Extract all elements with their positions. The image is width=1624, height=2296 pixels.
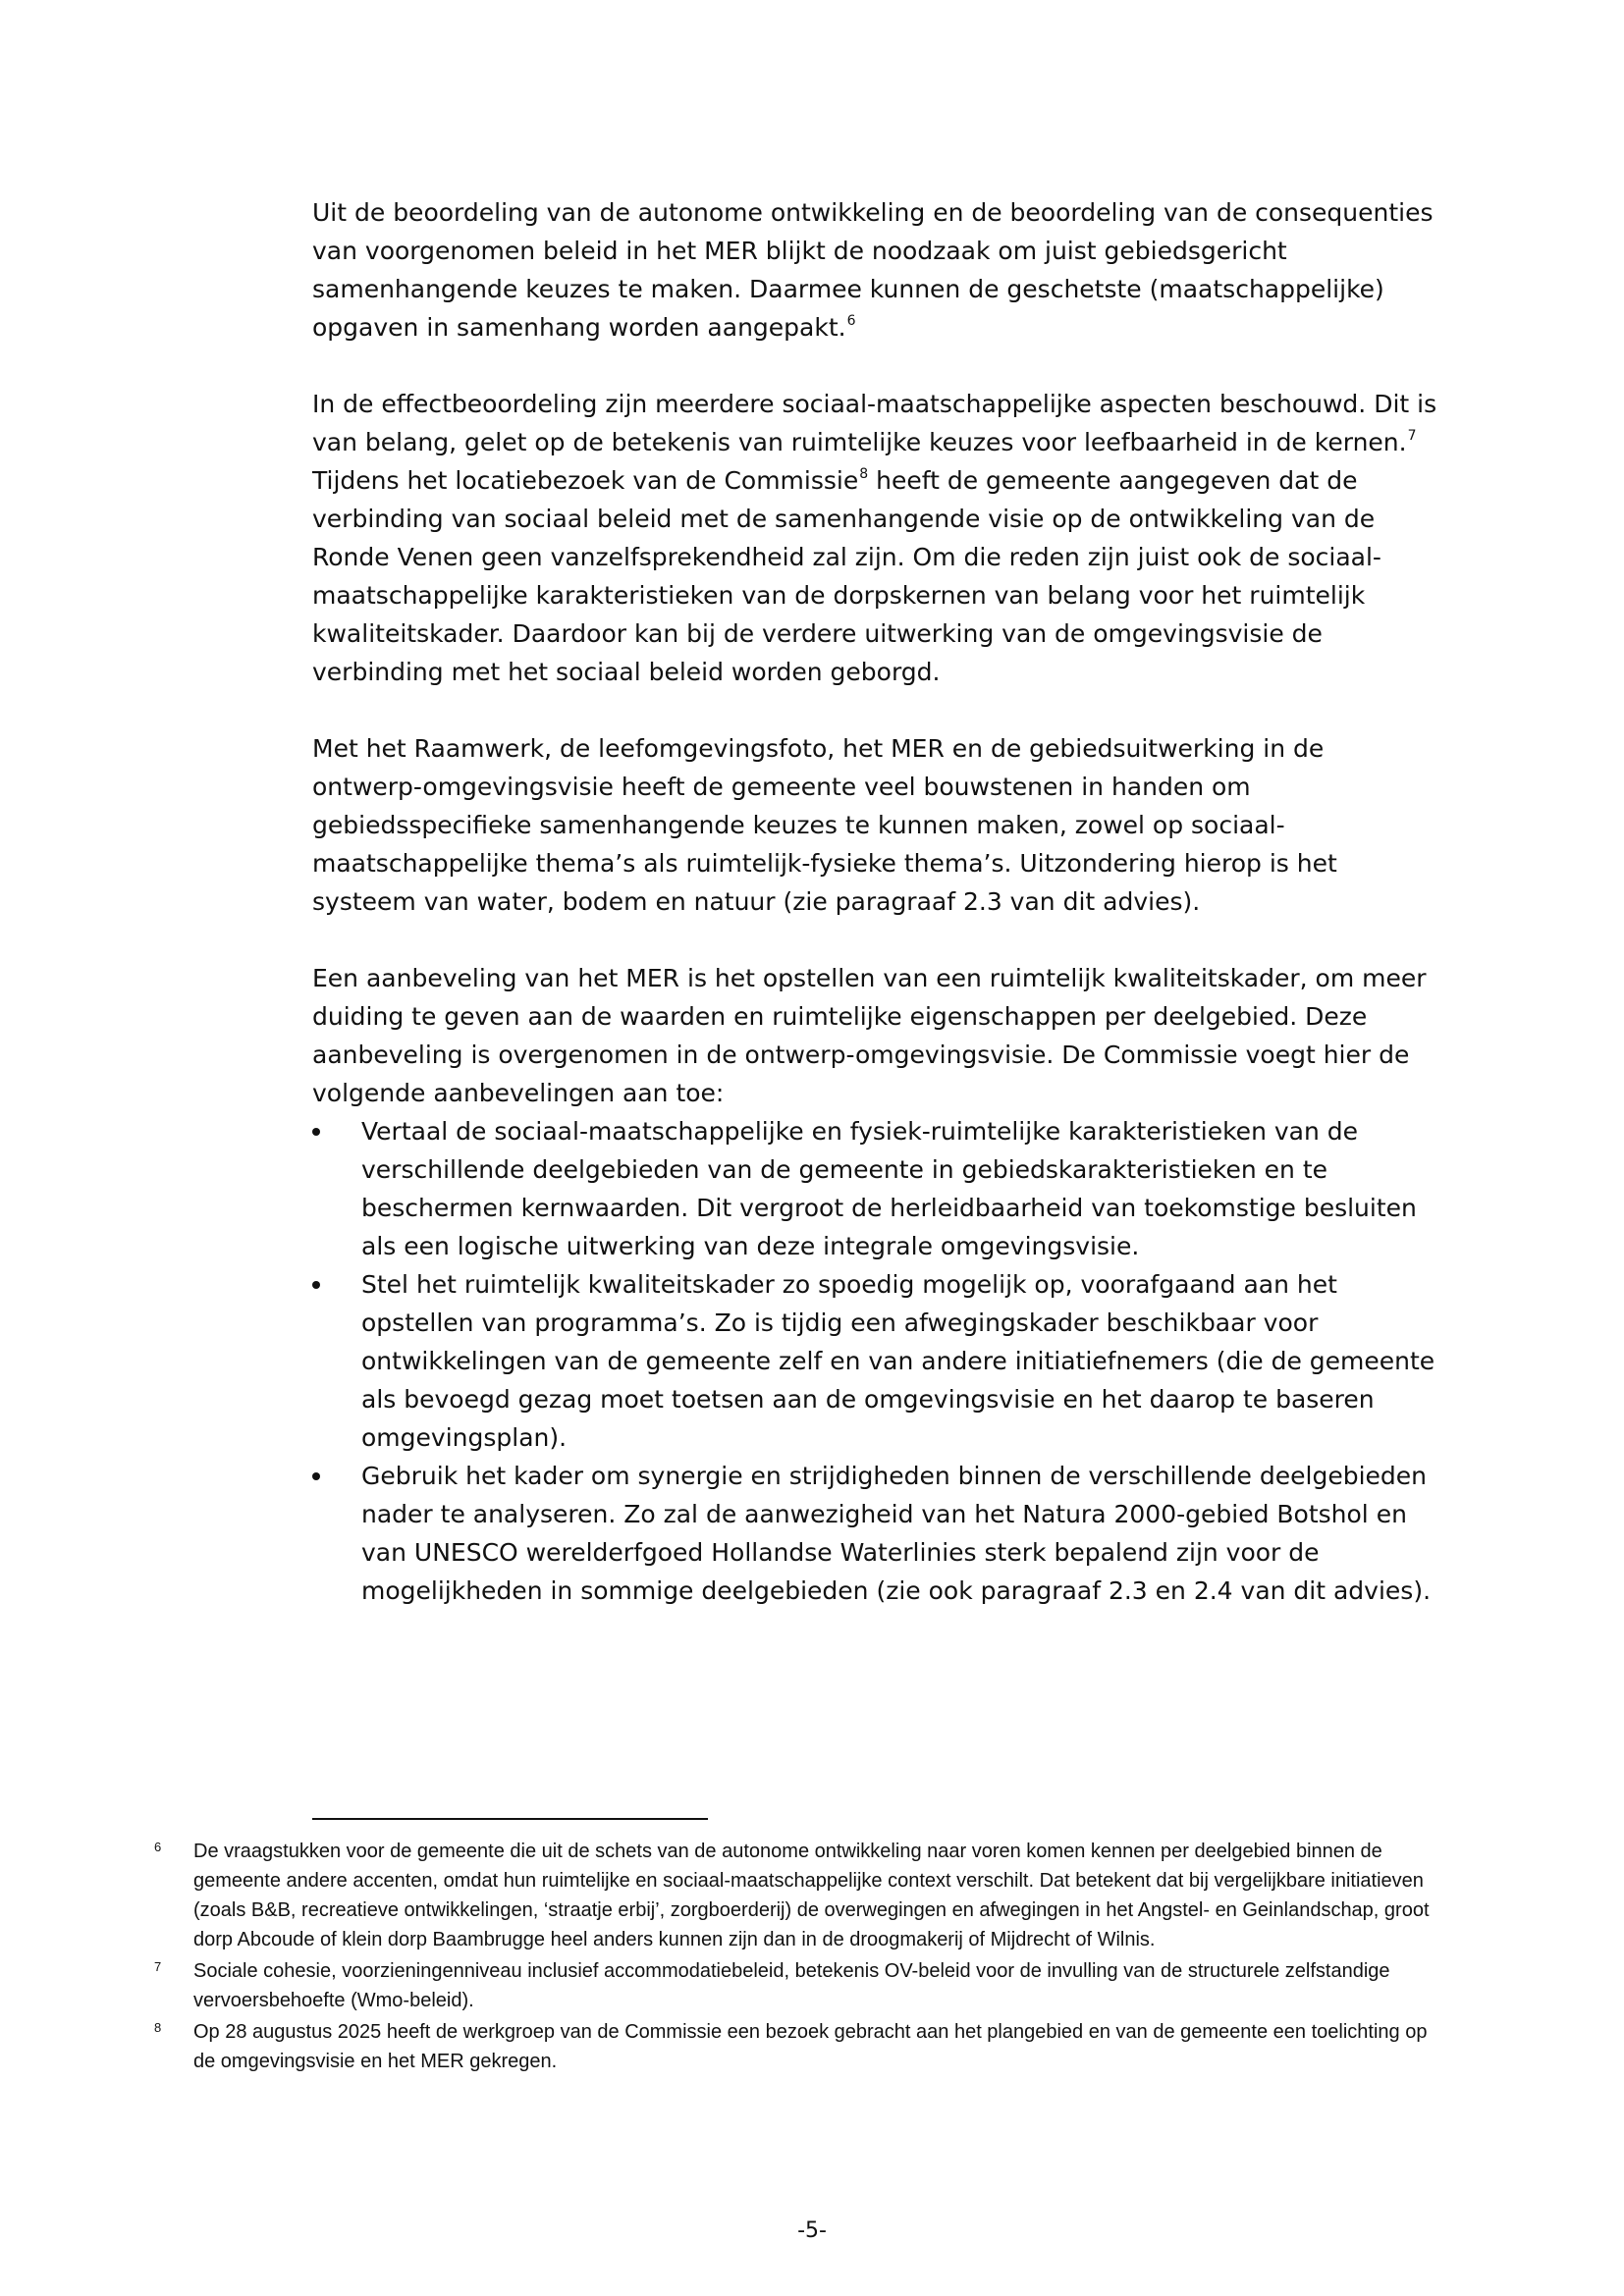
paragraph-2-text-b: Tijdens het locatiebezoek van de Commissie [312,466,859,495]
list-item [312,1112,1441,1265]
list-item [312,1265,1441,1457]
paragraph-2-text-c: heeft de gemeente aangegeven dat de verbinding van sociaal beleid met de samenhangende visie op de ontwikkeling van de Ronde Venen geen vanzelfsprekendheid zal zijn. Om die reden zijn juist ook de sociaal-maatschappelijke karakteristieken van de dorpskernen van belang voor het ruimtelijk kwaliteitskader. Daardoor kan bij de verdere uitwerking van de omgevingsvisie de verbinding met het sociaal beleid worden geborgd. [312,466,1381,686]
footnote-ref-7[interactable]: 7 [1407,428,1417,444]
footnote-ref-8[interactable]: 8 [859,466,869,482]
recommendations-list [312,1112,1441,1610]
list-item [312,1457,1441,1610]
footnote-ref-6[interactable]: 6 [846,313,856,329]
footnotes [154,1837,1431,2078]
paragraph-3: Met het Raamwerk, de leefomgevingsfoto, het MER en de gebiedsuitwerking in de ontwerp-omgevingsvisie heeft de gemeente veel bouwstenen in handen om gebiedsspecifieke samenhangende keuzes te kunnen maken, zowel op sociaal-maatschappelijke thema’s als ruimtelijk-fysieke thema’s. Uitzondering hierop is het systeem van water, bodem en natuur (zie paragraaf 2.3 van dit advies). [312,734,1337,916]
footnote-separator [312,1818,708,1820]
paragraph-2 [312,385,1441,691]
list-item-text: Vertaal de sociaal-maatschappelijke en fysiek-ruimtelijke karakteristieken van de verschillende deelgebieden van de gemeente in gebiedskarakteristieken en te beschermen kernwaarden. Dit vergroot de herleidbaarheid van toekomstige besluiten als een logische uitwerking van deze integrale omgevingsvisie. [361,1117,1417,1260]
paragraph-4: Een aanbeveling van het MER is het opstellen van een ruimtelijk kwaliteitskader, om meer duiding te geven aan de waarden en ruimtelijke eigenschappen per deelgebied. Deze aanbeveling is overgenomen in de ontwerp-omgevingsvisie. De Commissie voegt hier de volgende aanbevelingen aan toe: [312,964,1427,1107]
footnote-7 [154,1956,1431,2015]
paragraph-1 [312,193,1441,347]
paragraph-2-text-a: In de effectbeoordeling zijn meerdere sociaal-maatschappelijke aspecten beschouwd. Dit is van belang, gelet op de betekenis van ruimtelijke keuzes voor leefbaarheid in de kernen. [312,390,1437,456]
footnote-6 [154,1837,1431,1954]
footnote-number: 6 [154,1840,162,1854]
footnote-8 [154,2017,1431,2076]
page-number: -5- [797,2218,827,2243]
footnote-text: Op 28 augustus 2025 heeft de werkgroep van de Commissie een bezoek gebracht aan het plangebied en van de gemeente een toelichting op de omgevingsvisie en het MER gekregen. [193,2021,1428,2072]
footnote-number: 8 [154,2020,162,2035]
footnote-number: 7 [154,1959,162,1974]
list-item-text: Stel het ruimtelijk kwaliteitskader zo spoedig mogelijk op, voorafgaand aan het opstellen van programma’s. Zo is tijdig een afwegingskader beschikbaar voor ontwikkelingen van de gemeente zelf en van andere initiatiefnemers (die de gemeente als bevoegd gezag moet toetsen aan de omgevingsvisie en het daarop te baseren omgevingsplan). [361,1270,1435,1452]
paragraph-1-text: Uit de beoordeling van de autonome ontwikkeling en de beoordeling van de consequenties van voorgenomen beleid in het MER blijkt de noodzaak om juist gebiedsgericht samenhangende keuzes te maken. Daarmee kunnen de geschetste (maatschappelijke) opgaven in samenhang worden aangepakt. [312,198,1434,342]
body-text [312,193,1441,1610]
footnote-text: Sociale cohesie, voorzieningenniveau inclusief accommodatiebeleid, betekenis OV-beleid voor de invulling van de structurele zelfstandige vervoersbehoefte (Wmo-beleid). [193,1960,1390,2011]
footnote-text: De vraagstukken voor de gemeente die uit de schets van de autonome ontwikkeling naar voren komen kennen per deelgebied binnen de gemeente andere accenten, omdat hun ruimtelijke en sociaal-maatschappelijke context verschilt. Dat betekent dat bij vergelijkbare initiatieven (zoals B&B, recreatieve ontwikkelingen, ‘straatje erbij’, zorgboerderij) de overwegingen en afwegingen in het Angstel- en Geinlandschap, groot dorp Abcoude of klein dorp Baambrugge heel anders kunnen zijn dan in de droogmakerij of Mijdrecht of Wilnis. [193,1841,1430,1950]
list-item-text: Gebruik het kader om synergie en strijdigheden binnen de verschillende deelgebieden nader te analyseren. Zo zal de aanwezigheid van het Natura 2000-gebied Botshol en van UNESCO werelderfgoed Hollandse Waterlinies sterk bepalend zijn voor de mogelijkheden in sommige deelgebieden (zie ook paragraaf 2.3 en 2.4 van dit advies). [361,1462,1432,1605]
